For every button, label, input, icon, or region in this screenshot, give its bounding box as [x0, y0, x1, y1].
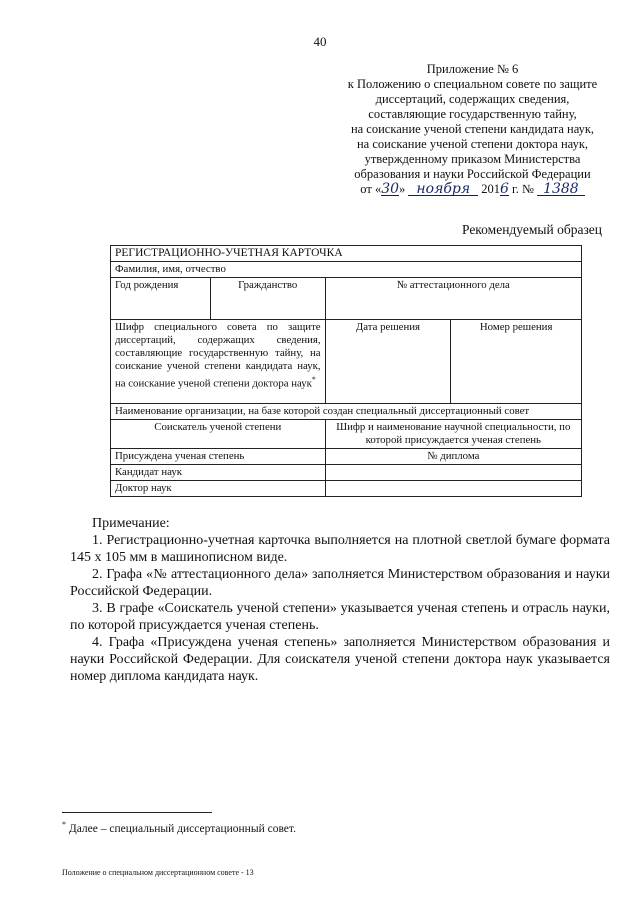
appendix-line: составляющие государственную тайну,: [368, 107, 577, 121]
card-doctor-value: [325, 481, 581, 497]
card-candidate-value: [325, 465, 581, 481]
handwritten-month: ноября: [408, 183, 478, 196]
appendix-line: к Положению о специальном совете по защите: [347, 77, 598, 91]
handwritten-order-number: 1388: [537, 183, 585, 196]
card-specialty-label: Шифр и наименование научной специальности, по которой присуждается ученая степень: [325, 420, 581, 449]
appendix-line: на соискание ученой степени кандидата наук,: [350, 122, 595, 136]
note-item: 3. В графе «Соискатель ученой степени» указывается ученая степень и отрасль науки, по которой присуждается ученая степень.: [70, 601, 610, 633]
appendix-line: на соискание ученой степени доктора наук,: [356, 137, 589, 151]
footnote: * Далее – специальный диссертационный совет.: [62, 820, 296, 835]
notes-heading: Примечание:: [92, 516, 170, 531]
card-title: РЕГИСТРАЦИОННО-УЧЕТНАЯ КАРТОЧКА: [111, 246, 582, 262]
card-fio-label: Фамилия, имя, отчество: [111, 262, 582, 278]
card-applicant-degree-label: Соискатель ученой степени: [111, 420, 326, 449]
page-number: 40: [313, 34, 327, 49]
appendix-header: [340, 62, 605, 197]
recommended-sample-label: Рекомендуемый образец: [461, 222, 602, 237]
appendix-line: диссертаций, содержащих сведения,: [375, 92, 570, 106]
handwritten-year-digit: 6: [500, 181, 509, 197]
notes-section: [70, 515, 610, 685]
note-item: 2. Графа «№ аттестационного дела» заполняется Министерством образования и науки Российской Федерации.: [70, 567, 610, 599]
page-footer: Положение о специальном диссертационном совете - 13: [62, 868, 254, 877]
card-decision-date-label: Дата решения: [325, 320, 451, 404]
card-case-number-label: № аттестационного дела: [325, 278, 581, 320]
card-diploma-number-label: № диплома: [325, 449, 581, 465]
card-citizenship-label: Гражданство: [210, 278, 325, 320]
appendix-line: утвержденному приказом Министерства: [364, 152, 581, 166]
order-date-line: от «30» ноября 2016 г. № 1388: [340, 182, 605, 197]
card-decision-number-label: Номер решения: [451, 320, 582, 404]
card-organization-label: Наименование организации, на базе которой создан специальный диссертационный совет: [111, 404, 582, 420]
registration-card: [110, 245, 582, 497]
card-doctor-label: Доктор наук: [111, 481, 326, 497]
footnote-marker: *: [62, 820, 66, 829]
card-candidate-label: Кандидат наук: [111, 465, 326, 481]
appendix-title: Приложение № 6: [426, 62, 519, 76]
footnote-divider: [62, 812, 212, 813]
handwritten-day: 30: [381, 181, 400, 197]
note-item: 4. Графа «Присуждена ученая степень» заполняется Министерством образования и науки Российской Федерации. Для соискателя ученой степени доктора наук указывается номер диплома кандидата наук.: [70, 635, 610, 684]
card-council-code-label: Шифр специального совета по защите диссертаций, содержащих сведения, составляющие государственную тайну, на соискание ученой степени кандидата наук, на соискание ученой степени доктора наук*: [111, 320, 326, 404]
card-awarded-degree-label: Присуждена ученая степень: [111, 449, 326, 465]
appendix-line: образования и науки Российской Федерации: [354, 167, 591, 181]
card-birth-year-label: Год рождения: [111, 278, 211, 320]
note-item: 1. Регистрационно-учетная карточка выполняется на плотной светлой бумаге формата 145 х 105 мм в машинописном виде.: [70, 533, 610, 565]
